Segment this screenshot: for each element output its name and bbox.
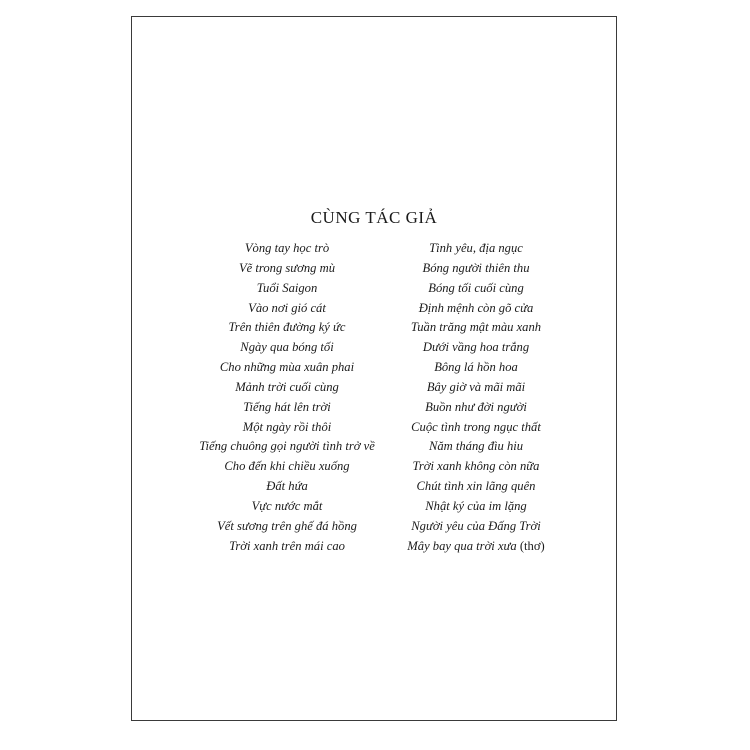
list-item: Bóng tối cuối cùng xyxy=(428,280,524,295)
list-item: Vào nơi gió cát xyxy=(248,300,326,315)
list-item: Tình yêu, địa ngục xyxy=(429,241,523,255)
list-item: Trời xanh trên mái cao xyxy=(229,538,345,553)
left-title-list xyxy=(177,239,397,557)
list-item: Cho đến khi chiều xuống xyxy=(224,459,350,474)
list-item: Người yêu của Đấng Trời xyxy=(411,518,541,533)
list-item: Dưới vầng hoa trắng xyxy=(422,340,530,355)
page-heading: CÙNG TÁC GIẢ xyxy=(310,208,438,227)
list-item: Chút tình xin lãng quên xyxy=(416,479,536,494)
list-item: Năm tháng đìu hiu xyxy=(428,439,524,454)
list-item: Vòng tay học trò xyxy=(244,241,330,255)
list-item: Trời xanh không còn nữa xyxy=(412,459,540,474)
right-title-list xyxy=(366,239,586,557)
list-item: Tiếng hát lên trời xyxy=(243,399,331,414)
list-item: Vẽ trong sương mù xyxy=(238,260,336,275)
list-item: Ngày qua bóng tối xyxy=(240,340,334,355)
list-item: Cuộc tình trong ngục thất xyxy=(411,419,541,434)
list-item: Buồn như đời người xyxy=(425,399,527,414)
list-item: Định mệnh còn gõ cửa xyxy=(418,300,534,315)
book-page xyxy=(131,16,617,721)
list-item: Bây giờ và mãi mãi xyxy=(426,379,526,394)
list-item: Bông lá hồn hoa xyxy=(434,360,518,375)
list-item: Tiếng chuông gọi người tình trở về xyxy=(199,439,375,454)
list-item: Tuần trăng mật màu xanh xyxy=(410,320,542,335)
list-item: Vết sương trên ghế đá hồng xyxy=(217,518,357,533)
list-item: Đất hứa xyxy=(266,479,308,494)
list-item: Nhật ký của im lặng xyxy=(425,498,527,513)
genre-note: (thơ) xyxy=(519,538,545,553)
list-item xyxy=(366,537,586,557)
list-item-title: Mây bay qua trời xưa xyxy=(407,538,517,553)
list-item: Mảnh trời cuối cùng xyxy=(235,379,339,394)
list-item: Vực nước mắt xyxy=(251,498,323,513)
list-item: Cho những mùa xuân phai xyxy=(219,360,355,375)
list-item: Trên thiên đường ký ức xyxy=(228,320,346,335)
list-item: Một ngày rồi thôi xyxy=(242,419,332,434)
list-item: Tuổi Saigon xyxy=(256,280,318,295)
list-item: Bóng người thiên thu xyxy=(422,260,530,275)
